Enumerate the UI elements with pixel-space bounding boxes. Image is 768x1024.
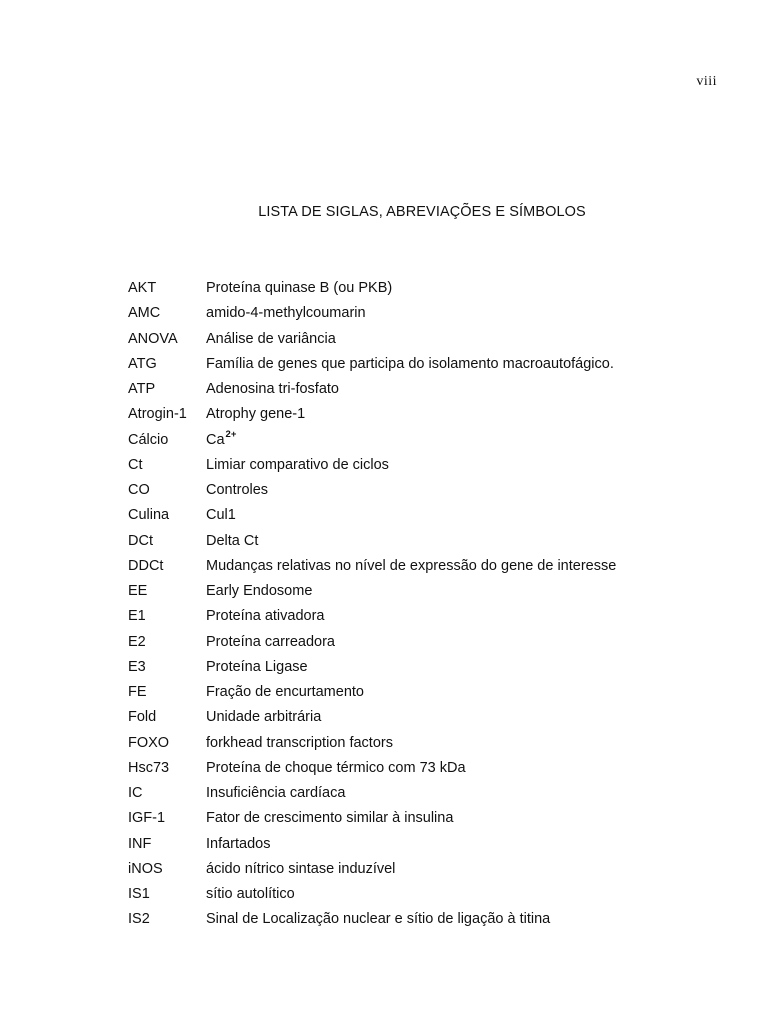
abbreviation-definition-text: Insuficiência cardíaca xyxy=(206,785,346,801)
abbreviation-definition-text: Mudanças relativas no nível de expressão do gene de interesse xyxy=(206,557,617,574)
abbreviation-definition xyxy=(206,784,345,803)
abbreviation-row xyxy=(128,456,616,481)
abbreviation-term: ANOVA xyxy=(128,330,178,347)
abbreviation-term: ATG xyxy=(128,355,157,372)
abbreviation-row xyxy=(128,885,616,910)
abbreviation-definition-text: Proteína carreadora xyxy=(206,633,335,650)
abbreviation-definition-text: amido-4-methylcoumarin xyxy=(206,305,366,322)
abbreviation-term: FE xyxy=(128,684,147,700)
abbreviation-definition xyxy=(206,658,308,677)
abbreviation-definition xyxy=(206,582,312,601)
abbreviation-definition xyxy=(206,759,466,778)
abbreviation-definition-text: Delta Ct xyxy=(206,532,259,549)
abbreviation-definition-text: Fração de encurtamento xyxy=(206,684,364,700)
abbreviation-term: IS1 xyxy=(128,886,150,902)
abbreviation-row xyxy=(128,910,616,935)
abbreviation-term: E3 xyxy=(128,658,146,675)
abbreviation-term: IGF-1 xyxy=(128,810,166,827)
abbreviation-row xyxy=(128,683,616,708)
abbreviation-row xyxy=(128,759,616,784)
abbreviation-row xyxy=(128,607,616,632)
abbreviation-term: DCt xyxy=(128,532,153,549)
abbreviation-term: INF xyxy=(128,835,152,852)
abbreviation-definition-text: Limiar comparativo de ciclos xyxy=(206,456,389,473)
abbreviation-definition xyxy=(206,330,336,349)
abbreviation-term: IS2 xyxy=(128,911,150,928)
abbreviation-definition-text: Proteína de choque térmico com 73 kDa xyxy=(206,759,466,776)
abbreviation-row xyxy=(128,784,616,809)
abbreviation-term: AKT xyxy=(128,280,157,296)
abbreviation-definition xyxy=(206,633,335,652)
abbreviation-definition-text: Análise de variância xyxy=(206,330,336,347)
abbreviation-definition-text: Fator de crescimento similar à insulina xyxy=(206,810,454,827)
abbreviation-row xyxy=(128,633,616,658)
abbreviation-row xyxy=(128,506,616,531)
abbreviation-row xyxy=(128,557,616,582)
abbreviation-definition-text: Ca xyxy=(206,431,225,448)
abbreviation-definition-text: Família de genes que participa do isolamento macroautofágico. xyxy=(206,355,614,372)
abbreviation-definition-text: Proteína Ligase xyxy=(206,658,308,675)
abbreviation-row xyxy=(128,835,616,860)
abbreviation-term: Fold xyxy=(128,709,157,726)
abbreviation-row xyxy=(128,809,616,834)
abbreviation-definition xyxy=(206,557,616,576)
page-number: viii xyxy=(696,74,717,89)
abbreviation-row xyxy=(128,708,616,733)
abbreviation-row xyxy=(128,860,616,885)
abbreviation-term: EE xyxy=(128,583,148,599)
abbreviation-term: Hsc73 xyxy=(128,759,170,776)
abbreviation-definition xyxy=(206,405,305,424)
abbreviation-row xyxy=(128,304,616,329)
abbreviation-row xyxy=(128,658,616,683)
abbreviation-definition-text: sítio autolítico xyxy=(206,886,295,902)
abbreviation-definition xyxy=(206,355,614,374)
abbreviation-row xyxy=(128,355,616,380)
abbreviation-row xyxy=(128,734,616,759)
abbreviation-term: iNOS xyxy=(128,860,163,877)
abbreviation-definition xyxy=(206,683,364,702)
abbreviation-definition-text: Sinal de Localização nuclear e sítio de ligação à titina xyxy=(206,911,551,928)
abbreviation-definition xyxy=(206,304,366,323)
abbreviation-definition xyxy=(206,607,325,626)
abbreviation-term: DDCt xyxy=(128,557,164,574)
abbreviation-row xyxy=(128,532,616,557)
abbreviation-term: E2 xyxy=(128,633,146,650)
abbreviation-definition xyxy=(206,456,389,475)
abbreviation-list xyxy=(128,279,616,936)
abbreviation-term: FOXO xyxy=(128,734,170,751)
abbreviation-row xyxy=(128,428,616,456)
abbreviation-definition-text: Cul1 xyxy=(206,507,236,524)
abbreviation-definition xyxy=(206,734,393,753)
abbreviation-row xyxy=(128,481,616,506)
abbreviation-definition xyxy=(206,809,453,828)
abbreviation-definition xyxy=(206,708,321,727)
abbreviation-row xyxy=(128,380,616,405)
page-title: LISTA DE SIGLAS, ABREVIAÇÕES E SÍMBOLOS xyxy=(258,204,586,220)
abbreviation-definition-text: Early Endosome xyxy=(206,583,313,599)
abbreviation-definition xyxy=(206,279,392,298)
abbreviation-term: IC xyxy=(128,785,143,801)
abbreviation-term: Atrogin-1 xyxy=(128,406,187,423)
abbreviation-definition xyxy=(206,835,271,854)
abbreviation-term: Culina xyxy=(128,507,170,524)
abbreviation-definition-text: Proteína quinase B (ou PKB) xyxy=(206,280,393,296)
abbreviation-row xyxy=(128,330,616,355)
abbreviation-term: CO xyxy=(128,482,150,498)
abbreviation-definition-text: Controles xyxy=(206,482,269,498)
abbreviation-definition xyxy=(206,885,295,904)
abbreviation-row xyxy=(128,582,616,607)
abbreviation-row xyxy=(128,279,616,304)
abbreviation-definition xyxy=(206,380,339,399)
abbreviation-definition xyxy=(206,532,258,551)
abbreviation-definition-text: Adenosina tri-fosfato xyxy=(206,381,339,397)
abbreviation-definition-text: Atrophy gene-1 xyxy=(206,406,306,423)
abbreviation-definition-text: Unidade arbitrária xyxy=(206,709,322,726)
abbreviation-term: AMC xyxy=(128,305,161,322)
abbreviation-definition-text: Infartados xyxy=(206,835,271,852)
abbreviation-term: Cálcio xyxy=(128,431,169,448)
abbreviation-definition-text: ácido nítrico sintase induzível xyxy=(206,860,396,877)
abbreviation-definition xyxy=(206,506,236,525)
abbreviation-term: ATP xyxy=(128,381,156,397)
abbreviation-row xyxy=(128,405,616,430)
abbreviation-term: Ct xyxy=(128,456,143,473)
superscript: 2+ xyxy=(225,428,237,440)
abbreviation-definition xyxy=(206,860,395,879)
abbreviation-term: E1 xyxy=(128,608,146,625)
abbreviation-definition-text: forkhead transcription factors xyxy=(206,734,393,751)
abbreviation-definition xyxy=(206,481,268,500)
abbreviation-definition xyxy=(206,910,550,929)
abbreviation-definition-text: Proteína ativadora xyxy=(206,608,325,625)
abbreviation-definition xyxy=(206,428,237,451)
